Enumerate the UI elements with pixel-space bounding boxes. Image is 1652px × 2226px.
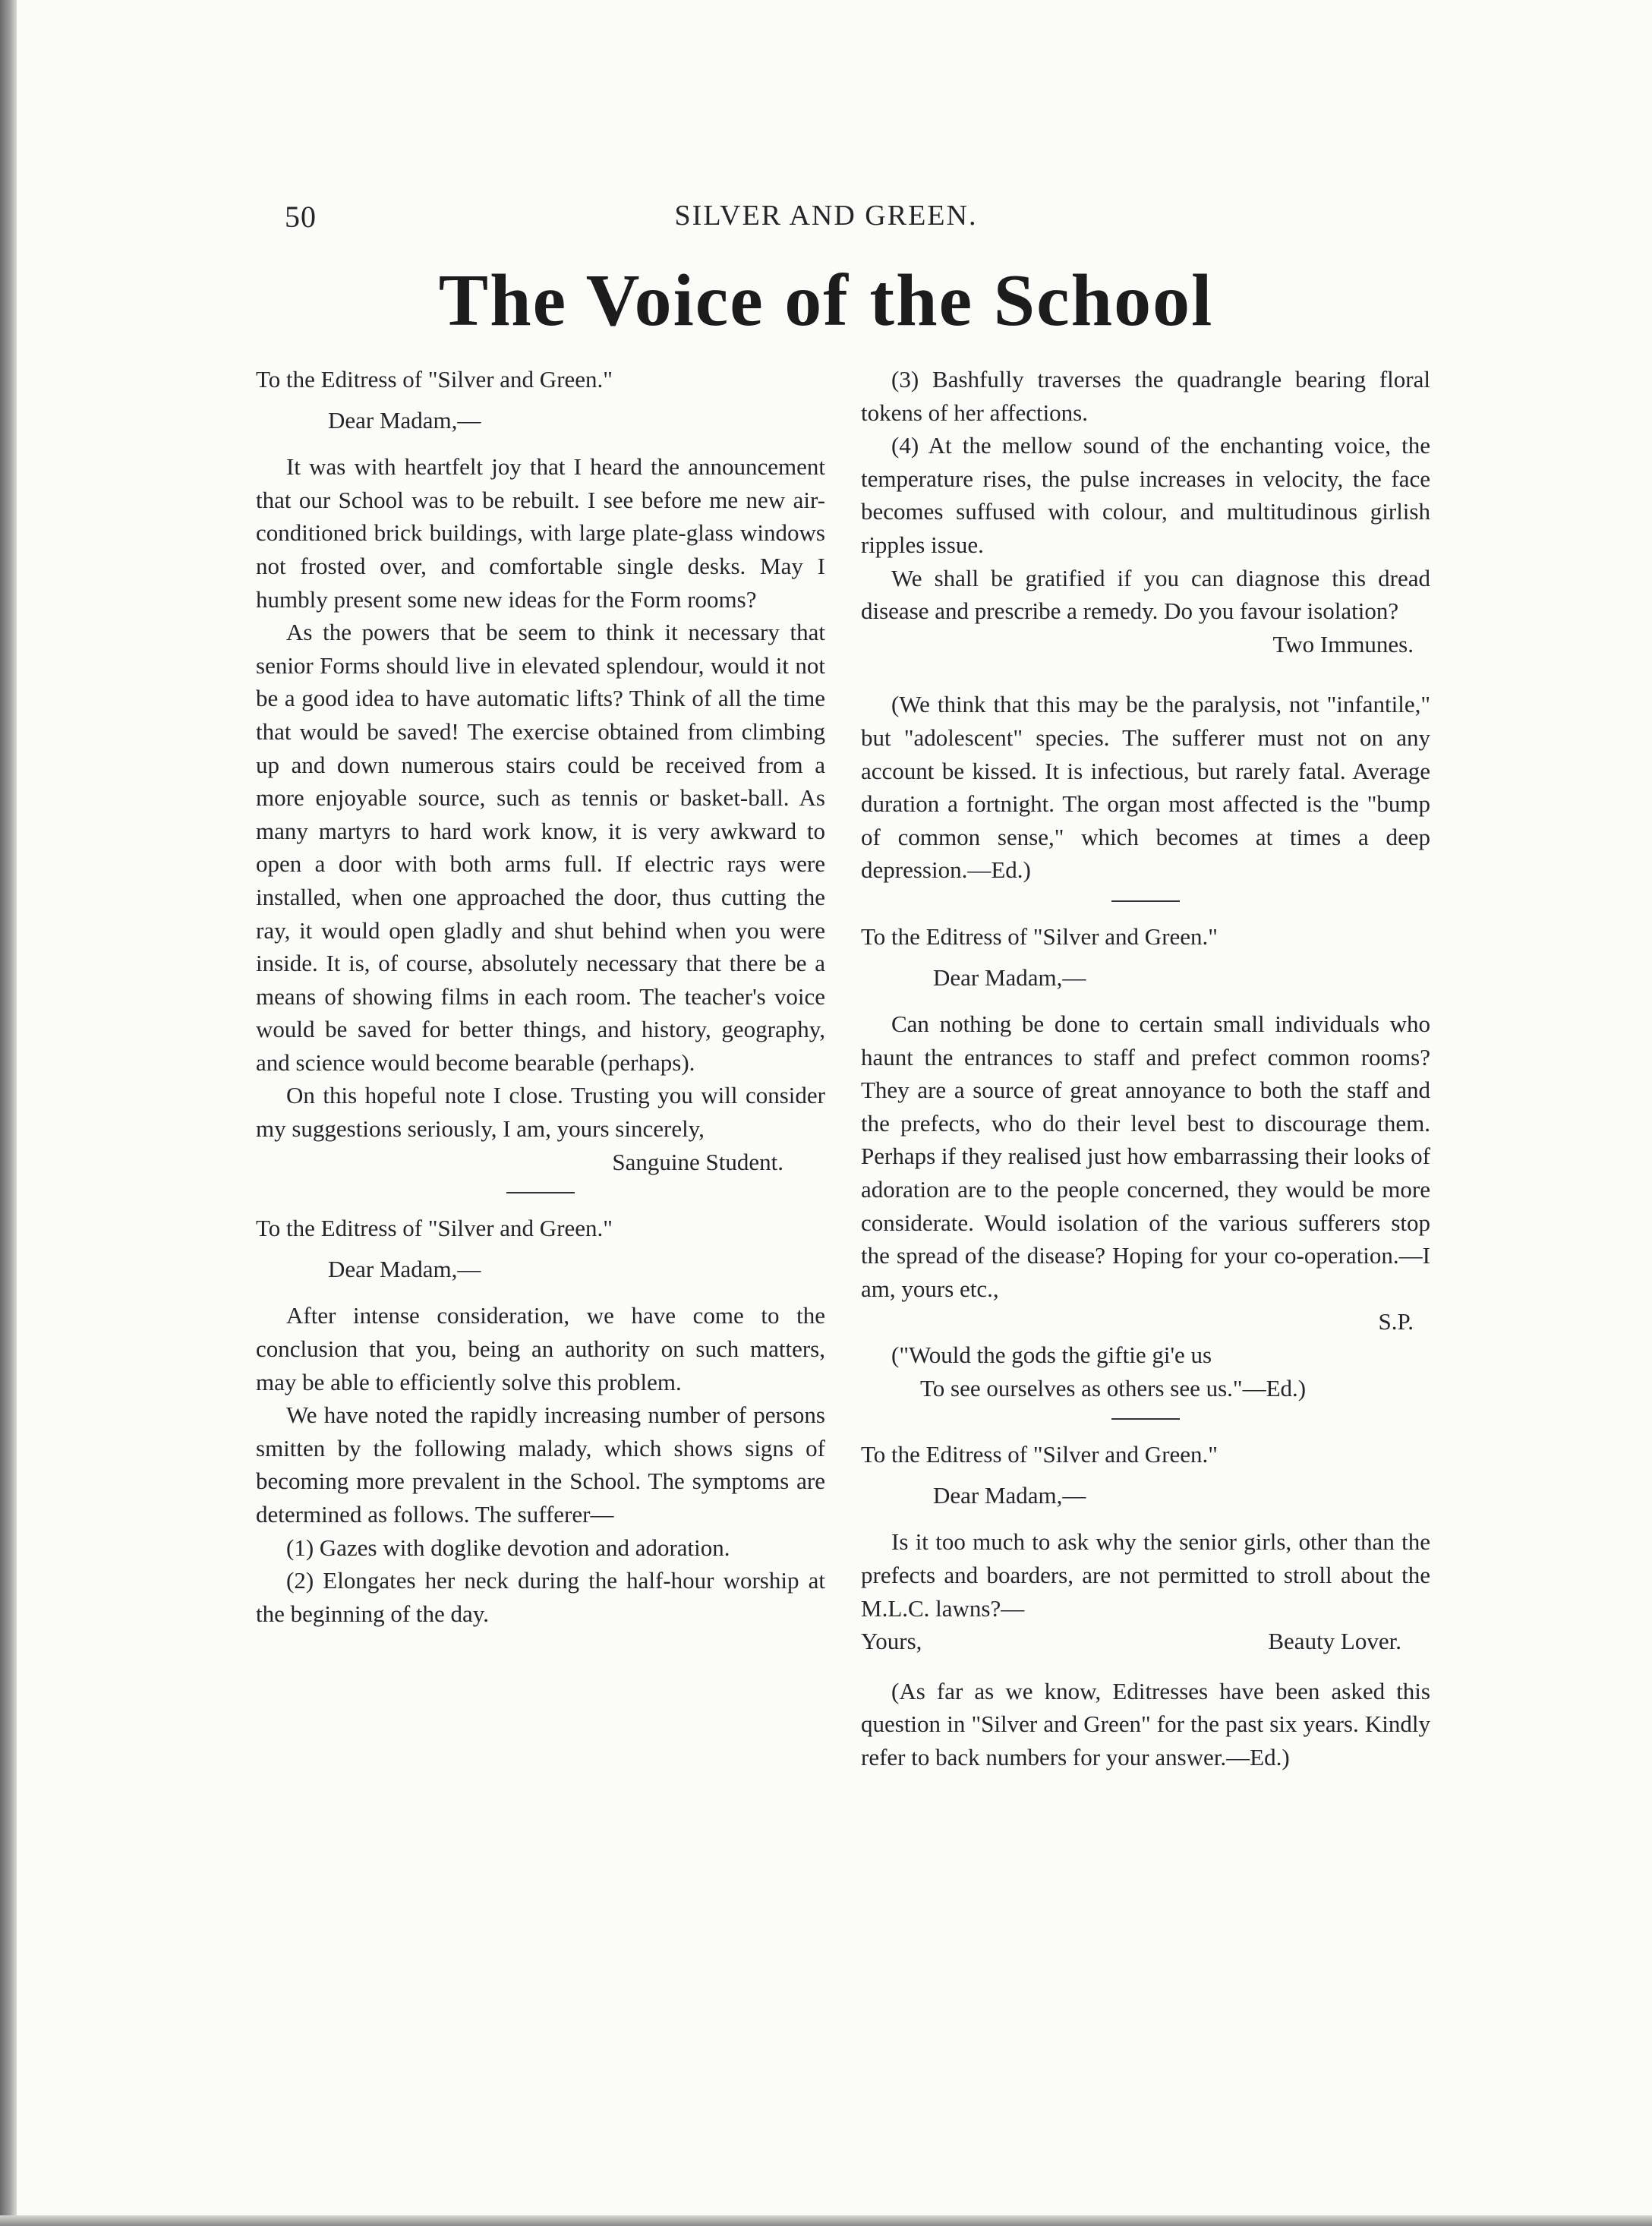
divider xyxy=(1111,900,1180,902)
divider xyxy=(1111,1418,1180,1420)
letter-4-salutation: Dear Madam,— xyxy=(933,1481,1086,1509)
letter-2-salutation: Dear Madam,— xyxy=(328,1255,481,1282)
letter-3-signature: S.P. xyxy=(1378,1308,1414,1335)
letter-4-closing-line xyxy=(861,1625,1430,1658)
letter-1-paragraph-2: As the powers that be seem to think it necessary that senior Forms should live in elevated splendour, would it not be a good idea to have automatic lifts? Think of all the time that would be saved! The exercise obtained from climbing up and down numerous stairs could be received from a more enjoyable source, such as tennis or basket-ball. As many martyrs to hard work know, it is very awkward to open a door with both arms full. If electric rays were installed, when one approached the door, thus cutting the ray, it would open gladly and shut behind when you were inside. It is, of course, absolutely necessary that there be a means of showing films in each room. The teacher's voice would be saved for better things, and history, geography, and science would become bearable (perhaps). xyxy=(256,619,825,1076)
letter-3-salutation: Dear Madam,— xyxy=(933,963,1086,991)
divider xyxy=(506,1192,575,1193)
letter-1-paragraph-1: It was with heartfelt joy that I heard the announcement that our School was to be rebuilt. I see before me new air-conditioned brick buildings, with large plate-glass windows not frosted over, and comfortable single desks. May I humbly present some new ideas for the Form rooms? xyxy=(256,453,825,613)
symptom-item-1: (1) Gazes with doglike devotion and adoration. xyxy=(286,1534,730,1561)
running-head xyxy=(0,199,1652,244)
letter-4-closing: Yours, xyxy=(861,1628,922,1655)
editor-note-1: (We think that this may be the paralysis, not "infantile," but "adolescent" species. The sufferer must not on any account be kissed. It is infectious, but rarely fatal. Average duration a fortnight. The organ most affected is the "bump of common sense," which becomes at times a deep depression.—Ed.) xyxy=(861,691,1430,884)
left-column xyxy=(256,363,825,1630)
editor-note-2: (As far as we know, Editresses have been asked this question in "Silver and Green" for the past six years. Kindly refer to back numbers for your answer.—Ed.) xyxy=(861,1677,1430,1770)
letter-3-address: To the Editress of "Silver and Green." xyxy=(861,922,1218,950)
page-title: The Voice of the School xyxy=(438,260,1214,342)
right-column xyxy=(861,363,1430,1774)
letter-2-address: To the Editress of "Silver and Green." xyxy=(256,1215,613,1242)
letter-2-paragraph-3: We shall be gratified if you can diagnose this dread disease and prescribe a remedy. Do you favour isolation? xyxy=(861,564,1430,625)
letter-1-salutation: Dear Madam,— xyxy=(328,406,481,434)
page-edge-bottom xyxy=(0,2215,1652,2226)
letter-2-paragraph-1: After intense consideration, we have come to the conclusion that you, being an authority on such matters, may be able to efficiently solve this problem. xyxy=(256,1302,825,1395)
letter-4-paragraph-1: Is it too much to ask why the senior girls, other than the prefects and boarders, are not permitted to stroll about the M.L.C. lawns?— xyxy=(861,1528,1430,1622)
letter-1-paragraph-3: On this hopeful note I close. Trusting you will consider my suggestions seriously, I am, yours sincerely, xyxy=(256,1082,825,1143)
letter-3-paragraph-1: Can nothing be done to certain small individuals who haunt the entrances to staff and prefect common rooms? They are a source of great annoyance to both the staff and the prefects, who do their level best to discourage them. Perhaps if they realised just how embarrassing their looks of adoration are to the people concerned, they would be more considerate. Would isolation of the various sufferers stop the spread of the disease? Hoping for your co-operation.—I am, yours etc., xyxy=(861,1011,1430,1302)
symptom-item-2: (2) Elongates her neck during the half-hour worship at the beginning of the day. xyxy=(256,1567,825,1627)
spacer xyxy=(861,1658,1430,1675)
letter-2-signature: Two Immunes. xyxy=(1272,630,1414,657)
letter-1-signature: Sanguine Student. xyxy=(612,1148,783,1175)
letter-1-address: To the Editress of "Silver and Green." xyxy=(256,366,613,393)
verse-line-2: To see ourselves as others see us."—Ed.) xyxy=(920,1374,1307,1401)
letter-4-signature: Beauty Lover. xyxy=(1268,1628,1401,1655)
page-number: 50 xyxy=(285,200,317,234)
symptom-item-4: (4) At the mellow sound of the enchanting voice, the temperature rises, the pulse increases in velocity, the face becomes suffused with colour, and multitudinous girlish ripples issue. xyxy=(861,432,1430,558)
journal-title: SILVER AND GREEN. xyxy=(674,200,978,232)
letter-4-address: To the Editress of "Silver and Green." xyxy=(861,1441,1218,1468)
verse-line-1: ("Would the gods the giftie gi'e us xyxy=(891,1342,1212,1369)
letter-2-paragraph-2: We have noted the rapidly increasing number of persons smitten by the following malady, which shows signs of becoming more prevalent in the School. The symptoms are determined as follows. The sufferer— xyxy=(256,1401,825,1528)
spacer xyxy=(861,661,1430,677)
symptom-item-3: (3) Bashfully traverses the quadrangle bearing floral tokens of her affections. xyxy=(861,366,1430,426)
